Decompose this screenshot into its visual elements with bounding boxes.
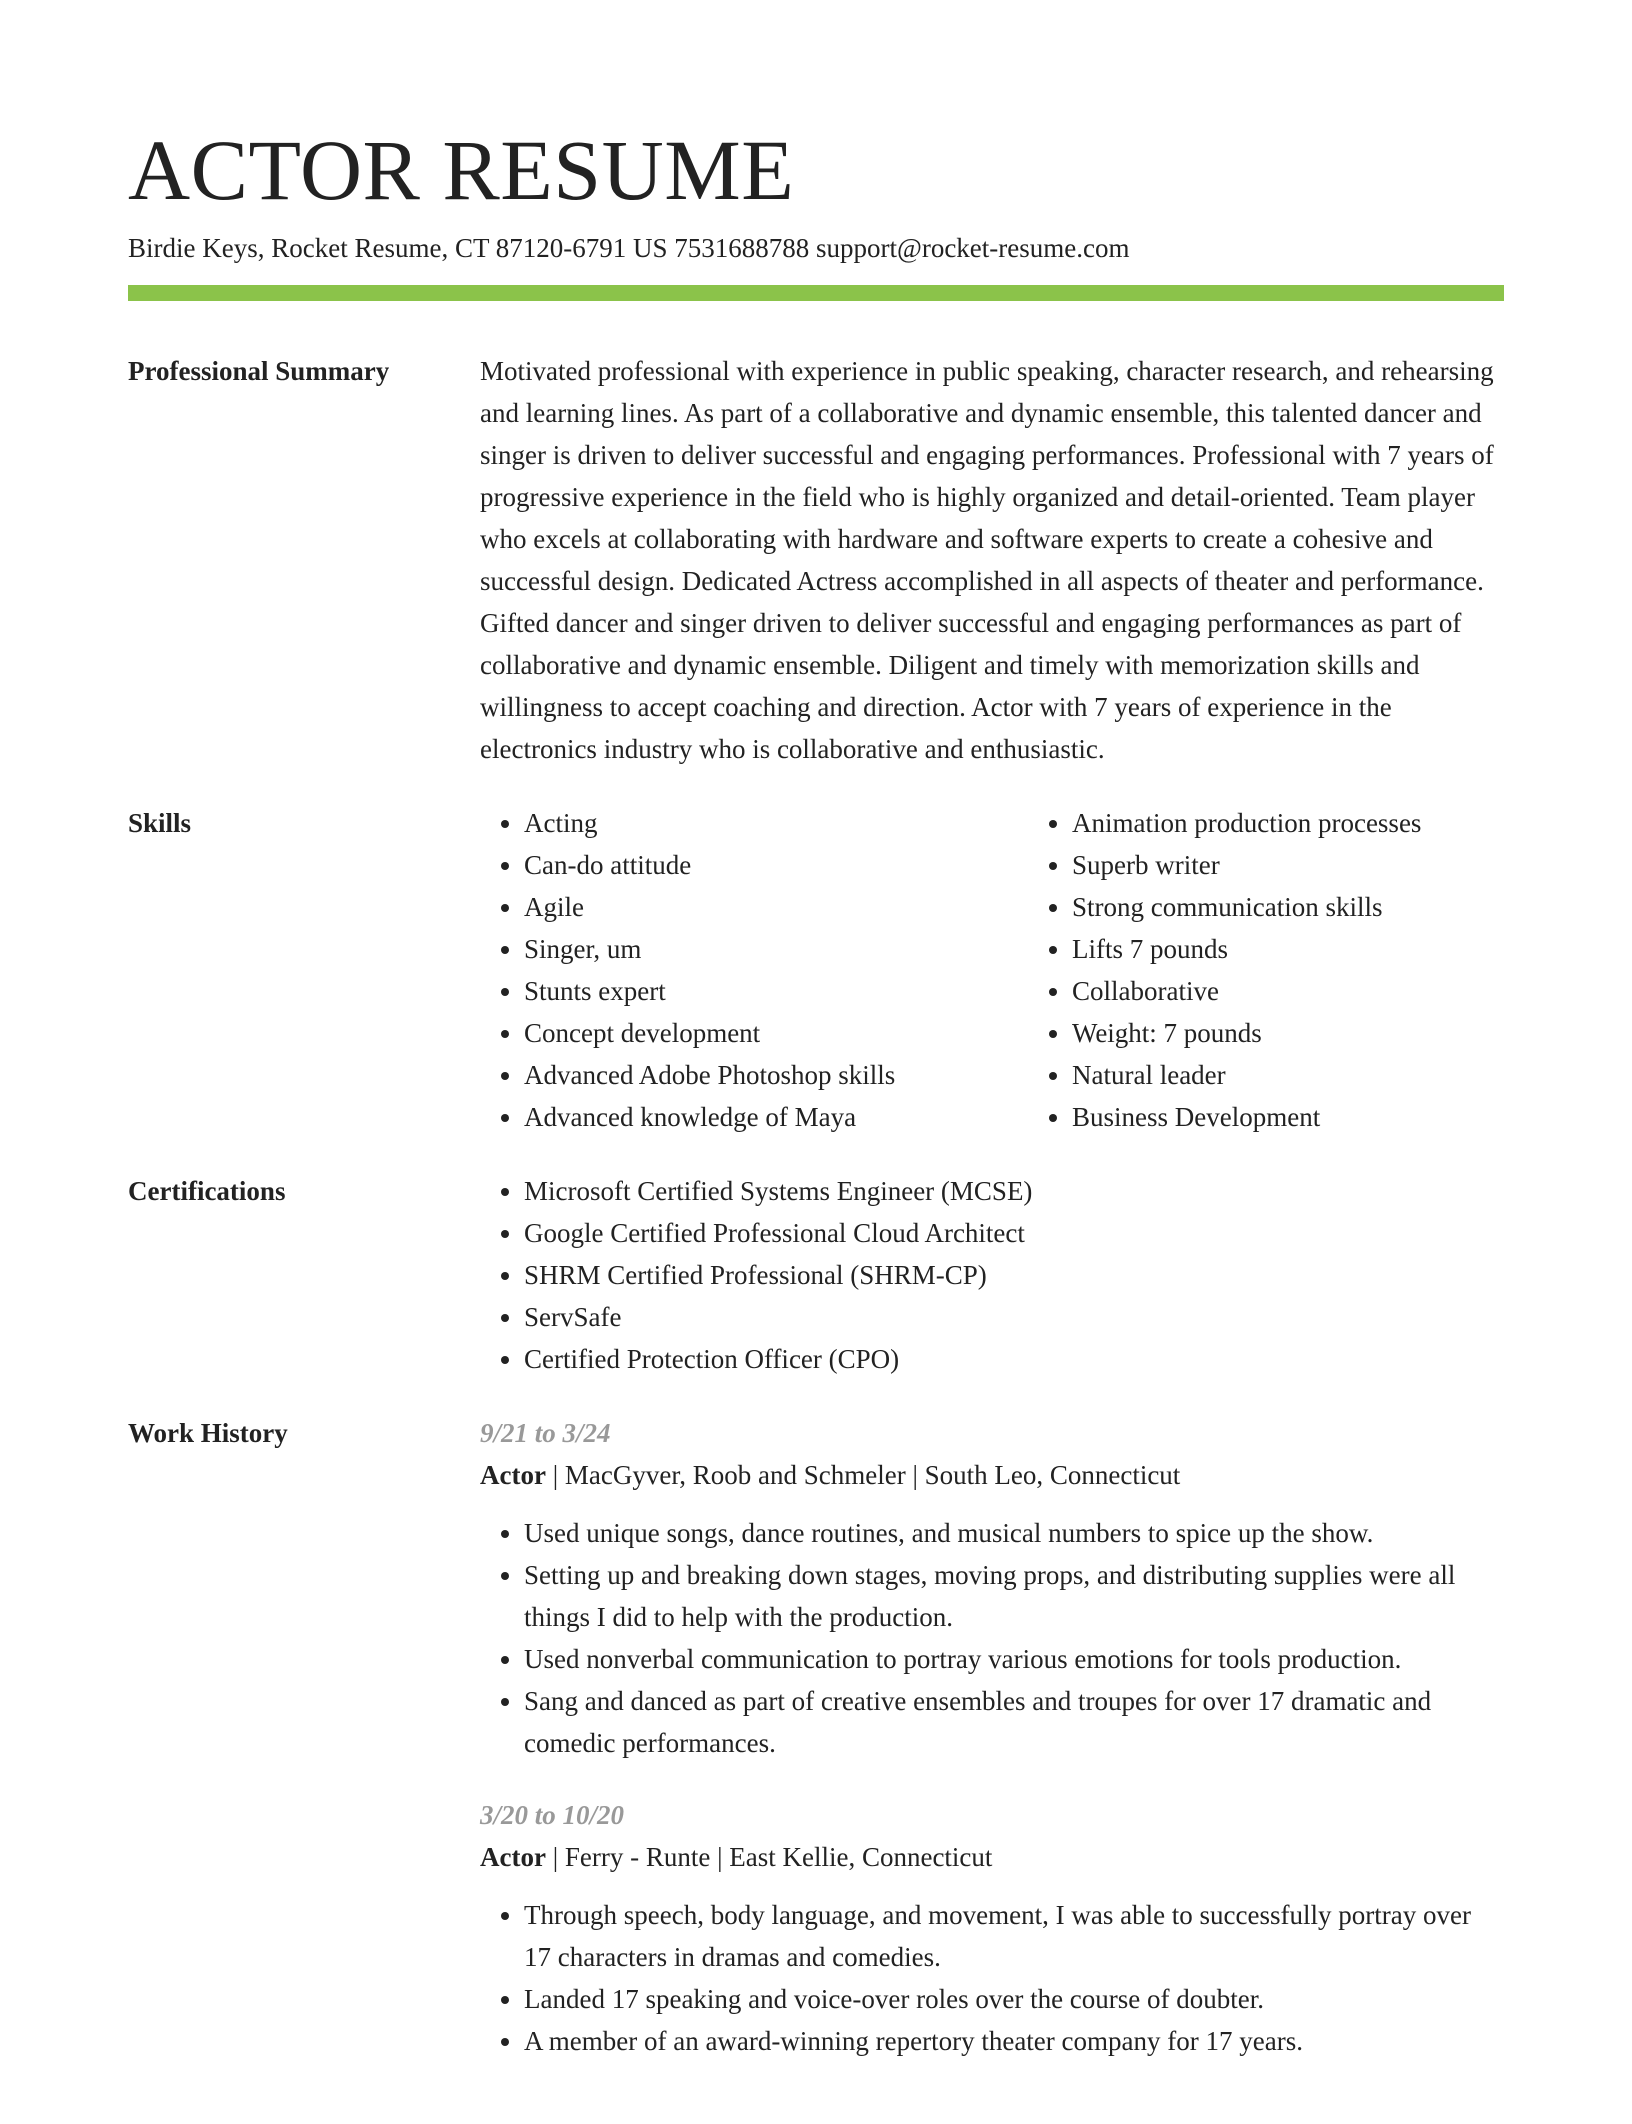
job-title-line [480,1836,1504,1878]
job-role: Actor [480,1842,546,1872]
summary-body [480,350,1504,770]
job-bullet: • Through speech, body language, and movement, I was able to successfully portray over 17 characters in dramas and comedies. [524,1894,1504,1978]
job-bullets [480,1894,1504,2062]
certification-item: • Google Certified Professional Cloud Architect [524,1212,1504,1254]
certification-item: • Microsoft Certified Systems Engineer (MCSE) [524,1170,1504,1212]
certifications-section [128,1170,1504,1380]
contact-name-address: Birdie Keys, Rocket Resume, CT 87120-6791 US [128,233,668,263]
skills-section [128,802,1504,1138]
resume-title: ACTOR RESUME [128,122,795,218]
certification-item: • SHRM Certified Professional (SHRM-CP) [524,1254,1504,1296]
header-divider-bar [128,285,1504,301]
contact-line [128,230,1130,266]
job-dates: 9/21 to 3/24 [480,1418,611,1448]
resume-sections [128,350,1504,2124]
job-role: Actor [480,1460,546,1490]
job-bullet: • Landed 17 speaking and voice-over roles over the course of doubter. [524,1978,1504,2020]
certification-item: • Certified Protection Officer (CPO) [524,1338,1504,1380]
work-history-heading: Work History [128,1418,288,1448]
job-dates: 3/20 to 10/20 [480,1800,625,1830]
skill-item: • Animation production processes [1072,802,1576,844]
job-employer-location: | Ferry - Runte | East Kellie, Connecticut [545,1842,993,1872]
summary-text: Motivated professional with experience in public speaking, character research, and rehearsing and learning lines. As part of a collaborative and dynamic ensemble, this talented dancer and singer is driven to deliver successful and engaging performances. Professional with 7 years of progressive experience in the field who is highly organized and detail-oriented. Team player who excels at collaborating with hardware and software experts to create a cohesive and successful design. Dedicated Actress accomplished in all aspects of theater and performance. Gifted dancer and singer driven to deliver successful and engaging performances as part of collaborative and dynamic ensemble. Diligent and timely with memorization skills and willingness to accept coaching and direction. Actor with 7 years of experience in the electronics industry who is collaborative and enthusiastic. [480,356,1494,764]
skill-item: • Weight: 7 pounds [1072,1012,1576,1054]
summary-heading: Professional Summary [128,356,390,386]
skill-item: • Lifts 7 pounds [1072,928,1576,970]
job-entry [480,1794,1504,2062]
job-employer-location: | MacGyver, Roob and Schmeler | South Leo, Connecticut [545,1460,1181,1490]
skill-item: • Singer, um [524,928,1028,970]
skills-list-right [1028,802,1576,1138]
contact-email: support@rocket-resume.com [815,233,1130,263]
skills-heading: Skills [128,808,192,838]
certifications-body [480,1170,1504,1380]
skill-item: • Stunts expert [524,970,1028,1012]
job-bullet: • A member of an award-winning repertory theater company for 17 years. [524,2020,1504,2062]
job-bullet: • Used unique songs, dance routines, and musical numbers to spice up the show. [524,1512,1504,1554]
summary-section [128,350,1504,770]
certification-item: • ServSafe [524,1296,1504,1338]
certifications-list [480,1170,1504,1380]
skills-body [480,802,1576,1138]
work-history-body [480,1412,1504,2092]
certifications-heading: Certifications [128,1176,286,1206]
skills-list-left [480,802,1028,1138]
skill-item: • Collaborative [1072,970,1576,1012]
work-history-section [128,1412,1504,2092]
skill-item: • Superb writer [1072,844,1576,886]
job-entry [480,1412,1504,1764]
job-bullet: • Setting up and breaking down stages, moving props, and distributing supplies were all things I did to help with the production. [524,1554,1504,1638]
skill-item: • Business Development [1072,1096,1576,1138]
job-title-line [480,1454,1504,1496]
skill-item: • Concept development [524,1012,1028,1054]
skill-item: • Can-do attitude [524,844,1028,886]
skill-item: • Advanced knowledge of Maya [524,1096,1028,1138]
job-bullet: • Sang and danced as part of creative ensembles and troupes for over 17 dramatic and comedic performances. [524,1680,1504,1764]
skill-item: • Acting [524,802,1028,844]
skill-item: • Strong communication skills [1072,886,1576,928]
skill-item: • Agile [524,886,1028,928]
skill-item: • Advanced Adobe Photoshop skills [524,1054,1028,1096]
job-bullets [480,1512,1504,1764]
skill-item: • Natural leader [1072,1054,1576,1096]
job-bullet: • Used nonverbal communication to portray various emotions for tools production. [524,1638,1504,1680]
contact-phone: 7531688788 [674,233,810,263]
